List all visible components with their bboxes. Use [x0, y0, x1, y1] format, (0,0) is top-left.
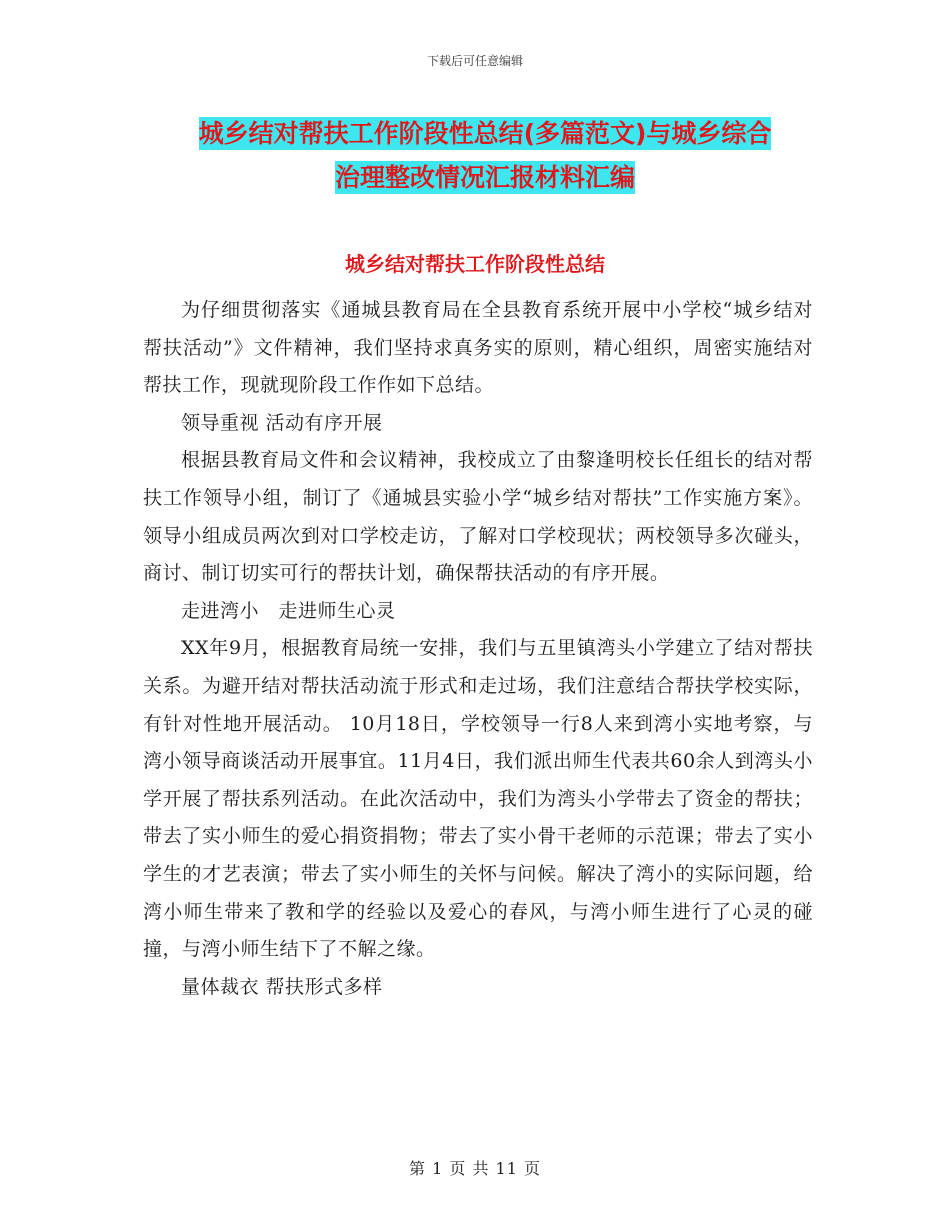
paragraph-visit: XX年9月，根据教育局统一安排，我们与五里镇湾头小学建立了结对帮扶关系。为避开结对帮扶活动流于形式和走过场，我们注意结合帮扶学校实际，有针对性地开展活动。 10月18日，学校领导一行8人来到湾小实地考察，与湾小领导商谈活动开展事宜。11月4日，我们派出师生代表共60余人到湾头小学开展了帮扶系列活动。在此次活动中，我们为湾头小学带去了资金的帮扶；带去了实小师生的爱心捐资捐物；带去了实小骨干老师的示范课；带去了实小学生的才艺表演；带去了实小师生的关怀与问候。解决了湾小的实际问题，给湾小师生带来了教和学的经验以及爱心的春风，与湾小师生进行了心灵的碰撞，与湾小师生结下了不解之缘。: [143, 637, 813, 961]
section-title: 城乡结对帮扶工作阶段性总结: [345, 252, 605, 276]
page-header-note: 下载后可任意编辑: [426, 54, 523, 68]
paragraph-leadership: 根据县教育局文件和会议精神，我校成立了由黎逢明校长任组长的结对帮扶工作领导小组，制订了《通城县实验小学“城乡结对帮扶”工作实施方案》。领导小组成员两次到对口学校走访，了解对口学校现状；两校领导多次碰头，商讨、制订切实可行的帮扶计划，确保帮扶活动的有序开展。: [143, 449, 813, 585]
paragraph-intro: 为仔细贯彻落实《通城县教育局在全县教育系统开展中小学校“城乡结对帮扶活动”》文件精神，我们坚持求真务实的原则，精心组织，周密实施结对帮扶工作，现就现阶段工作作如下总结。: [143, 299, 813, 397]
subheading-visit: 走进湾小 走进师生心灵: [181, 599, 396, 622]
subheading-forms: 量体裁衣 帮扶形式多样: [181, 975, 383, 998]
document-title-line-2: 治理整改情况汇报材料汇编: [334, 163, 635, 192]
document-title: [140, 112, 830, 200]
document-title-line-1: 城乡结对帮扶工作阶段性总结(多篇范文)与城乡综合: [198, 119, 772, 148]
page-footer-number: 第 1 页 共 11 页: [409, 1159, 541, 1178]
subheading-leadership: 领导重视 活动有序开展: [181, 411, 383, 434]
document-body: [143, 292, 813, 1006]
